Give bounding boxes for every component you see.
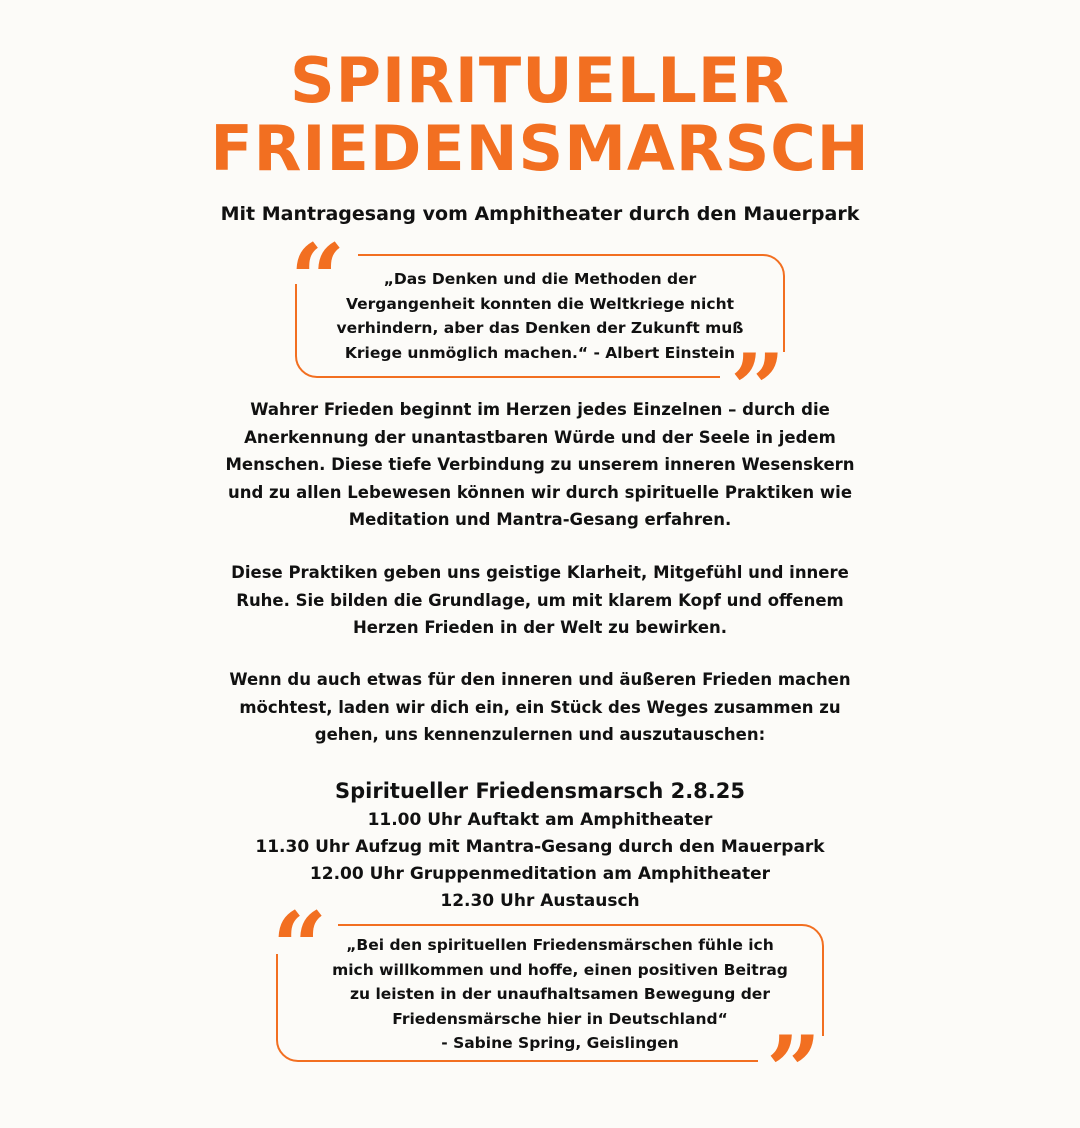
paragraph-line: Menschen. Diese tiefe Verbindung zu unserem inneren Wesenskern xyxy=(225,455,855,474)
paragraph-line: Wahrer Frieden beginnt im Herzen jedes Einzelnen – durch die xyxy=(250,400,830,419)
quote-line: mich willkommen und hoffe, einen positiven Beitrag xyxy=(332,960,788,979)
open-quote-icon: “ xyxy=(290,223,340,336)
paragraph-practices xyxy=(0,559,1080,642)
quote-text xyxy=(320,933,800,1056)
paragraph-line: Herzen Frieden in der Welt zu bewirken. xyxy=(352,618,728,637)
paragraph-line: und zu allen Lebewesen können wir durch spirituelle Praktiken wie xyxy=(227,482,853,502)
quote-line: verhindern, aber das Denken der Zukunft muß xyxy=(336,319,744,337)
quote-text xyxy=(320,267,760,365)
paragraph-line: gehen, uns kennenzulernen und auszutauschen: xyxy=(314,725,766,744)
paragraph-line: Wenn du auch etwas für den inneren und äußeren Frieden machen xyxy=(229,670,851,689)
quote-line: Kriege unmöglich machen.“ - Albert Einstein xyxy=(344,343,736,362)
close-quote-icon: ” xyxy=(730,333,780,446)
page-title-line-2: FRIEDENSMARSCH xyxy=(210,112,870,185)
quote-line: Friedensmärsche hier in Deutschland“ xyxy=(392,1009,728,1028)
paragraph-invitation xyxy=(0,666,1080,749)
quote-line: „Bei den spirituellen Friedensmärschen fühle ich xyxy=(346,936,774,954)
quote-line: „Das Denken und die Methoden der xyxy=(383,270,697,288)
schedule-item: 11.30 Uhr Aufzug mit Mantra-Gesang durch den Mauerpark xyxy=(255,837,825,857)
quote-line: zu leisten in der unaufhaltsamen Bewegung der xyxy=(350,985,770,1003)
paragraph-line: Anerkennung der unantastbaren Würde und der Seele in jedem xyxy=(244,427,836,447)
schedule-item: 12.00 Uhr Gruppenmeditation am Amphitheater xyxy=(309,864,771,884)
quote-attribution: - Sabine Spring, Geislingen xyxy=(441,1034,679,1052)
paragraph-intro xyxy=(0,396,1080,534)
subtitle: Mit Mantragesang vom Amphitheater durch den Mauerpark xyxy=(220,203,860,225)
paragraph-line: möchtest, laden wir dich ein, ein Stück des Weges zusammen zu xyxy=(239,697,841,717)
paragraph-line: Diese Praktiken geben uns geistige Klarheit, Mitgefühl und innere xyxy=(231,563,849,582)
paragraph-line: Meditation und Mantra-Gesang erfahren. xyxy=(348,510,732,529)
schedule-item: 12.30 Uhr Austausch xyxy=(440,891,640,911)
event-schedule xyxy=(0,807,1080,915)
close-quote-icon: ” xyxy=(766,1015,816,1128)
page-title-line-1: SPIRITUELLER xyxy=(289,44,791,117)
open-quote-icon: “ xyxy=(272,891,322,1004)
paragraph-line: Ruhe. Sie bilden die Grundlage, um mit klarem Kopf und offenem xyxy=(236,590,844,610)
schedule-item: 11.00 Uhr Auftakt am Amphitheater xyxy=(367,810,713,830)
event-title: Spiritueller Friedensmarsch 2.8.25 xyxy=(335,779,745,803)
quote-line: Vergangenheit konnten die Weltkriege nicht xyxy=(345,294,735,313)
